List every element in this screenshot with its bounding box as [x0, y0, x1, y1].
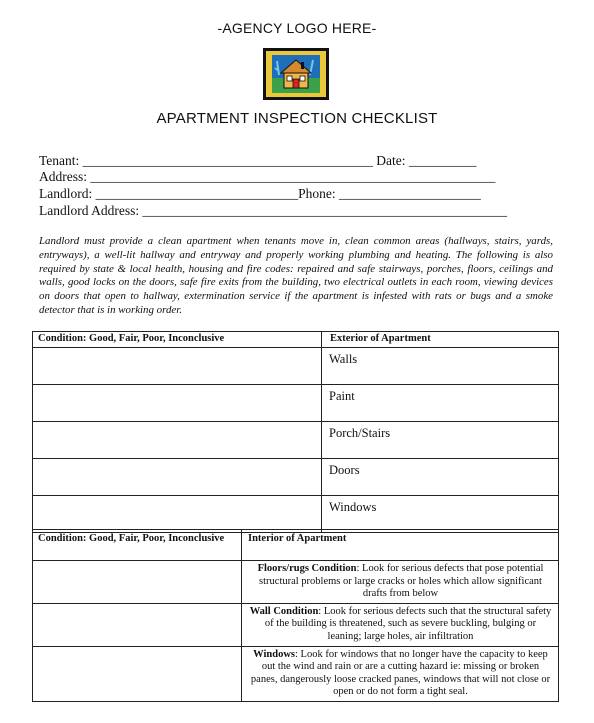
table-row [33, 603, 559, 646]
interior-header: Interior of Apartment [242, 530, 559, 561]
agency-logo-placeholder: -AGENCY LOGO HERE- [217, 20, 377, 36]
exterior-item: Paint [322, 385, 559, 422]
interior-item-label: Windows [253, 648, 295, 660]
exterior-checklist-table [32, 331, 559, 533]
condition-header: Condition: Good, Fair, Poor, Inconclusive [33, 530, 242, 561]
tenant-date-field[interactable]: Tenant: ___________________________________________ Date: __________ [39, 153, 477, 168]
address-field[interactable]: Address: ____________________________________________________________ [39, 169, 496, 184]
table-row [33, 561, 559, 604]
table-row [33, 348, 559, 385]
house-logo-icon [263, 48, 329, 100]
intro-paragraph: Landlord must provide a clean apartment when tenants move in, clean common areas (hallways, stairs, yards, entryways), a well-lit hallway and entryway and properly working plumbing and heating. The following is also required by state & local health, housing and fire codes: repaired and safe stairways, porches, floors, ceilings and walls, good locks on the doors, safe fire exits from the building, two electrical outlets in each room, viewing devices on doors that open to hallway, extermination service if the apartment is infested with rats or bugs and a smoke detector that is in working order. [39, 235, 553, 316]
interior-item [242, 646, 559, 701]
table-row [33, 385, 559, 422]
condition-cell[interactable] [33, 496, 322, 533]
condition-cell[interactable] [33, 422, 322, 459]
interior-item [242, 603, 559, 646]
condition-cell[interactable] [33, 459, 322, 496]
interior-item-label: Wall Condition [249, 605, 319, 617]
interior-item-text: : Look for serious defects such that the structural safety of the building is threatened, such as severe buckling, bulging or leaning; large holes, air infiltration [264, 605, 552, 642]
table-row [33, 422, 559, 459]
page-title: APARTMENT INSPECTION CHECKLIST [156, 110, 438, 127]
table-row [33, 459, 559, 496]
condition-cell[interactable] [33, 385, 322, 422]
landlord-address-field[interactable]: Landlord Address: ______________________________________________________ [39, 203, 507, 218]
condition-cell[interactable] [33, 646, 242, 701]
condition-cell[interactable] [33, 348, 322, 385]
exterior-item: Porch/Stairs [322, 422, 559, 459]
exterior-item: Doors [322, 459, 559, 496]
exterior-header: Exterior of Apartment [322, 332, 559, 348]
condition-header: Condition: Good, Fair, Poor, Inconclusive [33, 332, 322, 348]
interior-item [242, 561, 559, 604]
condition-cell[interactable] [33, 561, 242, 604]
condition-cell[interactable] [33, 603, 242, 646]
table-row [33, 646, 559, 701]
exterior-item: Walls [322, 348, 559, 385]
table-row [33, 496, 559, 533]
landlord-phone-field[interactable]: Landlord: ______________________________Phone: _____________________ [39, 186, 481, 201]
interior-item-text: : Look for serious defects that pose potential structural problems or large cracks or holes which allow significant drafts from below [259, 563, 544, 600]
interior-checklist-table [32, 529, 559, 702]
interior-item-label: Floors/rugs Condition [257, 563, 357, 574]
exterior-item: Windows [322, 496, 559, 533]
interior-item-text: : Look for windows that no longer have the capacity to keep out the wind and rain or are a cutting hazard ie: missing or broken panes, dangerously loose cracked panes, windows that will not close or open or do not form a tight seal. [250, 648, 551, 698]
